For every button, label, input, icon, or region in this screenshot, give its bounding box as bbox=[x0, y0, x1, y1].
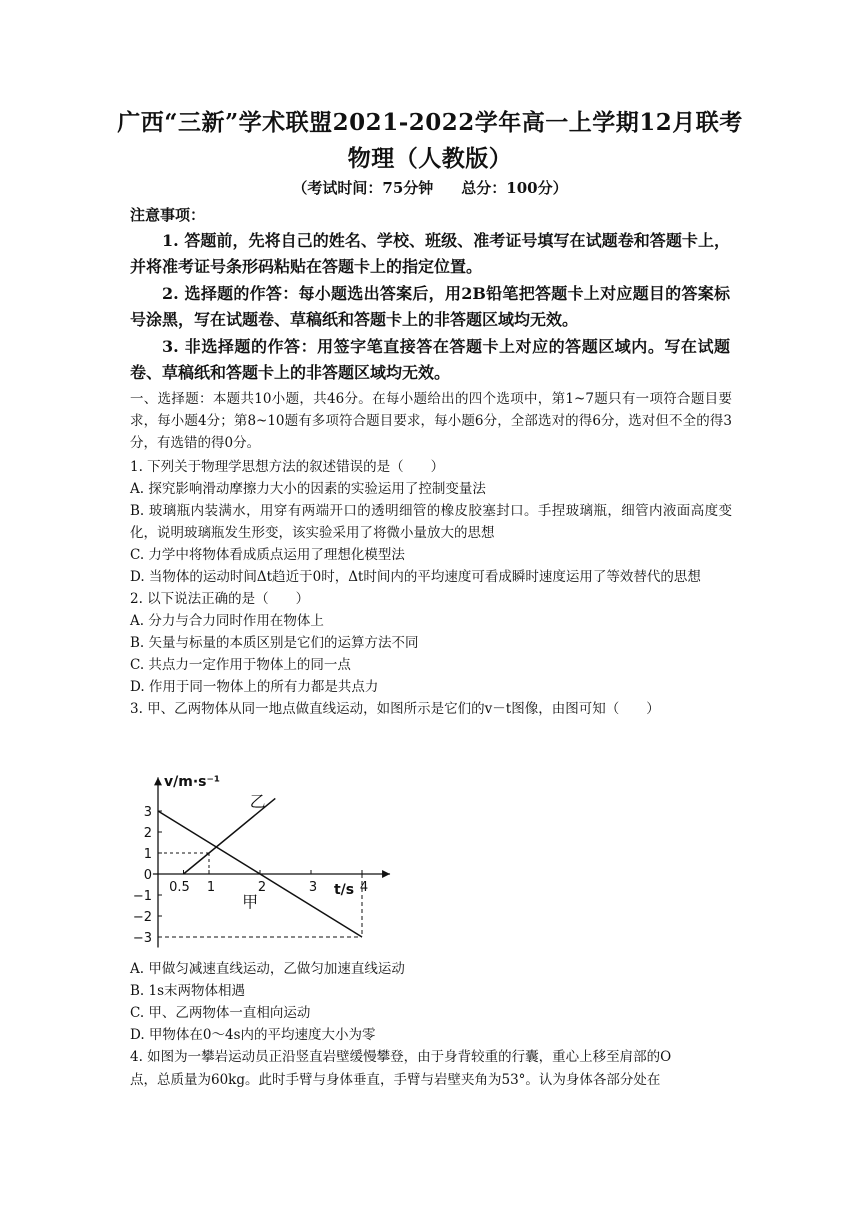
series-label-jia: 甲 bbox=[242, 892, 259, 912]
q2-stem: 2. 以下说法正确的是（ ） bbox=[130, 591, 310, 607]
y-tick-label: 3 bbox=[143, 805, 152, 820]
q2-option-d: D. 作用于同一物体上的所有力都是共点力 bbox=[130, 679, 379, 695]
notice-item-1: 1. 答题前，先将自己的姓名、学校、班级、准考证号填写在试题卷和答题卡上，并将准考证号条形码粘贴在答题卡上的指定位置。 bbox=[130, 231, 730, 276]
y-axis-label: v/m·s⁻¹ bbox=[164, 773, 220, 790]
q3-option-c: C. 甲、乙两物体一直相向运动 bbox=[130, 1005, 311, 1021]
exam-time: （考试时间：75分钟 bbox=[292, 179, 434, 197]
exam-title: 广西“三新”学术联盟2021-2022学年高一上学期12月联考 bbox=[117, 109, 743, 136]
y-tick-label: 2 bbox=[143, 826, 152, 841]
y-tick-label: 0 bbox=[143, 868, 152, 883]
notice-item-2: 2. 选择题的作答：每小题选出答案后，用2B铅笔把答题卡上对应题目的答案标号涂黑，写在试题卷、草稿纸和答题卡上的非答题区域均无效。 bbox=[130, 284, 730, 329]
q4-stem bbox=[130, 1046, 732, 1092]
vt-graph bbox=[130, 762, 369, 964]
q4-line-1: 4. 如图为一攀岩运动员正沿竖直岩壁缓慢攀登，由于身背较重的行囊，重心上移至肩部的O bbox=[130, 1049, 672, 1065]
q1-option-b: B. 玻璃瓶内装满水，用穿有两端开口的透明细管的橡皮胶塞封口。手捏玻璃瓶，细管内液面高度变化，说明玻璃瓶发生形变，该实验采用了将微小量放大的思想 bbox=[130, 503, 732, 541]
q3-option-a: A. 甲做匀减速直线运动，乙做匀加速直线运动 bbox=[130, 961, 405, 977]
y-axis-arrow bbox=[154, 777, 162, 785]
x-axis-label: t/s bbox=[333, 882, 355, 898]
q1-option-a: A. 探究影响滑动摩擦力大小的因素的实验运用了控制变量法 bbox=[130, 481, 486, 497]
x-tick-label: 0.5 bbox=[169, 880, 190, 895]
q2-option-b: B. 矢量与标量的本质区别是它们的运算方法不同 bbox=[130, 635, 419, 651]
total-score: 总分：100分） bbox=[461, 179, 568, 197]
questions-block bbox=[130, 456, 732, 720]
q1-option-d: D. 当物体的运动时间Δt趋近于0时，Δt时间内的平均速度可看成瞬时速度运用了等效替代的思想 bbox=[130, 569, 701, 585]
y-tick-label: −3 bbox=[132, 931, 152, 946]
x-tick-label: 3 bbox=[308, 880, 318, 895]
q3-option-b: B. 1s末两物体相遇 bbox=[130, 983, 246, 999]
q2-option-c: C. 共点力一定作用于物体上的同一点 bbox=[130, 657, 351, 673]
x-tick-label: 4 bbox=[359, 880, 369, 895]
x-tick-label: 1 bbox=[206, 880, 216, 895]
exam-meta bbox=[0, 177, 860, 198]
y-tick-label: −1 bbox=[132, 889, 152, 904]
q1-option-c: C. 力学中将物体看成质点运用了理想化模型法 bbox=[130, 547, 405, 563]
notice-item-3: 3. 非选择题的作答：用签字笔直接答在答题卡上对应的答题区域内。写在试题卷、草稿纸和答题卡上的非答题区域均无效。 bbox=[130, 337, 730, 382]
notice-heading: 注意事项： bbox=[130, 206, 206, 224]
q2-option-a: A. 分力与合力同时作用在物体上 bbox=[130, 613, 324, 629]
q3-options bbox=[130, 958, 732, 1046]
y-tick-label: −2 bbox=[132, 910, 152, 925]
q4-line-2: 点，总质量为60kg。此时手臂与身体垂直，手臂与岩壁夹角为53°。认为身体各部分处在 bbox=[130, 1072, 661, 1088]
section-instructions: 一、选择题：本题共10小题，共46分。在每小题给出的四个选项中，第1~7题只有一项符合题目要求，每小题4分；第8~10题有多项符合题目要求，每小题6分，全部选对的得6分，选对但不全的得3分，有选错的得0分。 bbox=[130, 391, 732, 451]
series-label-yi: 乙 bbox=[249, 791, 266, 811]
q1-stem: 1. 下列关于物理学思想方法的叙述错误的是（ ） bbox=[130, 459, 445, 475]
q3-option-d: D. 甲物体在0～4s内的平均速度大小为零 bbox=[130, 1027, 376, 1043]
y-tick-label: 1 bbox=[143, 847, 152, 862]
x-tick-label: 2 bbox=[257, 880, 267, 895]
x-axis-arrow bbox=[382, 870, 390, 878]
exam-subject: 物理（人教版） bbox=[347, 145, 513, 172]
q3-stem: 3. 甲、乙两物体从同一地点做直线运动，如图所示是它们的v－t图像，由图可知（ ） bbox=[130, 701, 660, 717]
